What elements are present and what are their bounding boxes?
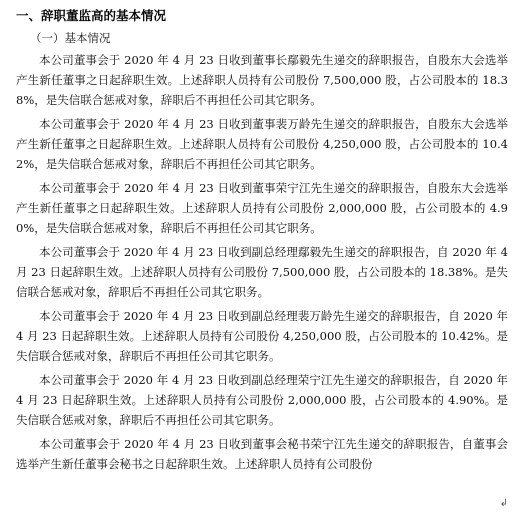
paragraph-4: 本公司董事会于 2020 年 4 月 23 日收到副总经理鄢毅先生递交的辞职报告，自 2020 年 4 月 23 日起辞职生效。上述辞职人员持有公司股份 7,500,000 股，占公司股本的 18.38%。是失信联合惩戒对象，辞职后不再担任公司其它职务。 (16, 245, 508, 299)
paragraph-list (16, 50, 508, 474)
paragraph-2: 本公司董事会于 2020 年 4 月 23 日收到董事裴万龄先生递交的辞职报告，自股东大会选举产生新任董事之日起辞职生效。上述辞职人员持有公司股份 4,250,000 股，占公司股本的 10.42%，是失信联合惩戒对象，辞职后不再担任公司其它职务。 (16, 117, 508, 171)
sub-heading: （一）基本情况 (30, 31, 111, 45)
paragraph-5: 本公司董事会于 2020 年 4 月 23 日收到副总经理裴万龄先生递交的辞职报告，自 2020 年 4 月 23 日起辞职生效。上述辞职人员持有公司股份 4,250,000 股，占公司股本的 10.42%。是失信联合惩戒对象，辞职后不再担任公司其它职务。 (16, 309, 508, 363)
paragraph-6: 本公司董事会于 2020 年 4 月 23 日收到副总经理荣宁江先生递交的辞职报告，自 2020 年 4 月 23 日起辞职生效。上述辞职人员持有公司股份 2,000,000 股，占公司股本的 4.90%。是失信联合惩戒对象，辞职后不再担任公司其它职务。 (16, 373, 508, 427)
paragraph-1: 本公司董事会于 2020 年 4 月 23 日收到董事长鄢毅先生递交的辞职报告，自股东大会选举产生新任董事之日起辞职生效。上述辞职人员持有公司股份 7,500,000 股，占公司股本的 18.38%，是失信联合惩戒对象，辞职后不再担任公司其它职务。 (16, 53, 508, 107)
text-cursor-icon: ↲ (499, 498, 508, 509)
paragraph-7: 本公司董事会于 2020 年 4 月 23 日收到董事会秘书荣宁江先生递交的辞职报告，自董事会选举产生新任董事会秘书之日起辞职生效。上述辞职人员持有公司股份 (16, 437, 508, 471)
paragraph-3: 本公司董事会于 2020 年 4 月 23 日收到董事荣宁江先生递交的辞职报告，自股东大会选举产生新任董事之日起辞职生效。上述辞职人员持有公司股份 2,000,000 股，占公司股本的 4.90%，是失信联合惩戒对象，辞职后不再担任公司其它职务。 (16, 181, 508, 235)
section-heading: 一、辞职董监高的基本情况 (16, 8, 167, 23)
